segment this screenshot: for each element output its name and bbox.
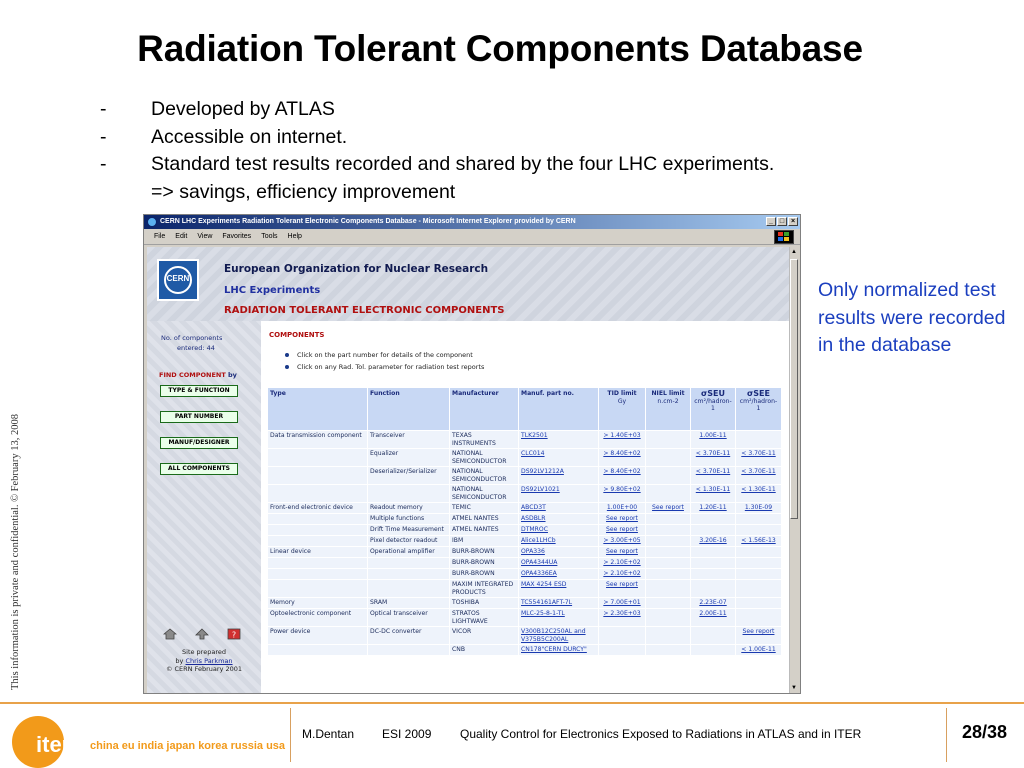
rad-param-link[interactable]: 1.30E-09 (744, 504, 773, 511)
bullet-list (100, 96, 774, 206)
footer-author: M.Dentan (302, 727, 355, 741)
window-controls (766, 217, 798, 226)
cell-function: Optical transceiver (368, 609, 450, 627)
cell-manufacturer: ATMEL NANTES (450, 525, 519, 536)
cell-see (736, 580, 782, 598)
vertical-scrollbar[interactable] (789, 247, 798, 693)
cell-manufacturer: TEXAS INSTRUMENTS (450, 431, 519, 449)
part-number-link[interactable]: OPA336 (521, 548, 545, 555)
col-header-part: Manuf. part no. (519, 388, 599, 431)
cell-type (268, 558, 368, 569)
cell-tid (599, 598, 646, 609)
cell-type (268, 449, 368, 467)
cell-seu (691, 569, 736, 580)
rad-param-link[interactable]: > 3.00E+05 (603, 537, 641, 544)
col-header-see: σSEE cm²/hadron-1 (736, 388, 782, 431)
minimize-button[interactable]: _ (766, 217, 776, 226)
cell-tid (599, 525, 646, 536)
component-count (161, 333, 222, 353)
bullet-item (100, 124, 774, 152)
table-row (268, 536, 782, 547)
rad-param-link[interactable]: > 2.10E+02 (603, 570, 641, 577)
cell-see (736, 536, 782, 547)
cell-part-number (519, 609, 599, 627)
count-value: entered: 44 (177, 344, 215, 352)
menu-file[interactable]: File (154, 233, 166, 240)
bullet-dash: - (100, 153, 107, 175)
part-number-link[interactable]: TC554161AFT-7L (521, 599, 573, 606)
hint-item: Click on the part number for details of the component (285, 349, 484, 361)
cell-function: Operational amplifier (368, 547, 450, 558)
col-header-seu: σSEU cm²/hadron-1 (691, 388, 736, 431)
cell-tid (599, 627, 646, 645)
cell-see (736, 627, 782, 645)
maximize-button[interactable]: □ (777, 217, 787, 226)
rad-param-link[interactable]: < 3.70E-11 (695, 468, 731, 475)
cell-part-number (519, 627, 599, 645)
rad-param-link[interactable]: 3.20E-16 (699, 537, 727, 544)
all-components-button[interactable]: ALL COMPONENTS (160, 463, 238, 475)
cell-part-number (519, 449, 599, 467)
rad-param-link[interactable]: 1.20E-11 (699, 504, 727, 511)
cell-type (268, 536, 368, 547)
section-title: RADIATION TOLERANT ELECTRONIC COMPONENTS (224, 305, 505, 316)
rad-param-link[interactable]: > 7.00E+01 (603, 599, 641, 606)
part-number-link[interactable]: DTMROC (521, 526, 548, 533)
rad-param-link[interactable]: See report (652, 504, 684, 511)
cell-tid (599, 547, 646, 558)
rad-param-link[interactable]: 2.23E-07 (699, 599, 727, 606)
cell-type: Data transmission component (268, 431, 368, 449)
author-link[interactable]: Chris Parkman (185, 656, 233, 665)
rad-param-link[interactable]: > 2.30E+03 (603, 610, 641, 617)
svg-text:?: ? (231, 630, 237, 640)
rad-param-link[interactable]: > 8.40E+02 (603, 468, 641, 475)
cell-see (736, 514, 782, 525)
cell-part-number (519, 525, 599, 536)
cell-part-number (519, 558, 599, 569)
cell-function: DC-DC converter (368, 627, 450, 645)
cell-manufacturer: MAXIM INTEGRATED PRODUCTS (450, 580, 519, 598)
iter-logo-word: iter (36, 732, 71, 757)
components-heading: COMPONENTS (269, 331, 325, 339)
cell-niel (646, 609, 691, 627)
cell-function: Deserializer/Serializer (368, 467, 450, 485)
cern-logo-text: CERN (166, 274, 190, 283)
scroll-up-icon[interactable]: ▲ (791, 249, 797, 255)
cell-see (736, 485, 782, 503)
bullet-continuation: => savings, efficiency improvement (151, 180, 456, 203)
cell-part-number (519, 503, 599, 514)
cell-type (268, 580, 368, 598)
cell-niel (646, 598, 691, 609)
cell-niel (646, 536, 691, 547)
cell-function: Transceiver (368, 431, 450, 449)
cell-part-number (519, 645, 599, 656)
cell-tid (599, 431, 646, 449)
left-nav (147, 321, 261, 693)
col-header-niel: NIEL limit n.cm-2 (646, 388, 691, 431)
rad-param-link[interactable]: See report (606, 548, 638, 555)
part-number-link[interactable]: OPA4336EA (521, 570, 557, 577)
table-row (268, 467, 782, 485)
part-number-link[interactable]: CN178"CERN DURCY" (521, 646, 587, 653)
col-header-type: Type (268, 388, 368, 431)
cell-function: Readout memory (368, 503, 450, 514)
cell-type (268, 514, 368, 525)
col-header-manufacturer: Manufacturer (450, 388, 519, 431)
prepared-line: Site prepared (182, 648, 226, 656)
cell-type (268, 485, 368, 503)
cell-niel (646, 645, 691, 656)
find-component-label: FIND COMPONENT by (159, 371, 237, 379)
cell-part-number (519, 547, 599, 558)
table-row (268, 503, 782, 514)
main-panel (263, 321, 785, 693)
cell-manufacturer: TEMIC (450, 503, 519, 514)
rad-param-link[interactable]: 2.00E-11 (699, 610, 727, 617)
cell-see (736, 558, 782, 569)
cell-manufacturer: TOSHIBA (450, 598, 519, 609)
hint-list (285, 349, 484, 373)
bullet-text: Accessible on internet. (151, 125, 348, 148)
table-row (268, 569, 782, 580)
cell-type: Power device (268, 627, 368, 645)
side-note: Only normalized test results were recorded in the database (818, 279, 1006, 356)
cell-seu (691, 580, 736, 598)
cell-tid (599, 645, 646, 656)
rad-param-link[interactable]: See report (606, 526, 638, 533)
menu-view[interactable]: View (197, 233, 213, 240)
cell-see (736, 431, 782, 449)
cell-tid (599, 514, 646, 525)
part-number-link[interactable]: MAX 4254 ESD (521, 581, 567, 588)
rad-param-link[interactable]: < 1.30E-11 (741, 486, 776, 493)
cell-seu (691, 431, 736, 449)
cell-type: Memory (268, 598, 368, 609)
rad-param-link[interactable]: See report (742, 628, 775, 635)
cell-manufacturer: NATIONAL SEMICONDUCTOR (450, 449, 519, 467)
cell-manufacturer: IBM (450, 536, 519, 547)
copyright: © CERN February 2001 (165, 665, 243, 673)
cell-part-number (519, 569, 599, 580)
footer-separator (290, 708, 291, 762)
cell-manufacturer: VICOR (450, 627, 519, 645)
cell-seu (691, 609, 736, 627)
cell-seu (691, 598, 736, 609)
cell-part-number (519, 598, 599, 609)
cell-type (268, 569, 368, 580)
org-name: European Organization for Nuclear Research (224, 263, 489, 275)
cell-function (368, 485, 450, 503)
table-header-row (268, 388, 782, 431)
rad-param-link[interactable]: > 8.40E+02 (603, 450, 641, 457)
cell-niel (646, 627, 691, 645)
col-header-tid: TID limit Gy (599, 388, 646, 431)
menu-bar (144, 229, 800, 245)
cell-part-number (519, 485, 599, 503)
bullet-dash: - (100, 125, 107, 148)
cell-manufacturer: BURR-BROWN (450, 547, 519, 558)
page-subtitle: LHC Experiments (224, 285, 321, 296)
close-button[interactable]: × (788, 217, 798, 226)
rad-param-link[interactable]: > 1.40E+03 (603, 432, 641, 439)
cell-see (736, 645, 782, 656)
site-credits (147, 648, 261, 674)
rad-param-link[interactable]: < 1.30E-11 (695, 486, 731, 493)
rad-param-link[interactable]: < 1.00E-11 (741, 646, 776, 653)
cell-manufacturer: BURR-BROWN (450, 558, 519, 569)
col-header-function: Function (368, 388, 450, 431)
table-row (268, 525, 782, 536)
rad-param-link[interactable]: < 3.70E-11 (741, 468, 776, 475)
cell-manufacturer: NATIONAL SEMICONDUCTOR (450, 485, 519, 503)
cell-tid (599, 558, 646, 569)
part-number-link[interactable]: TLK2501 (521, 432, 548, 439)
cell-type (268, 645, 368, 656)
page-content (147, 247, 791, 693)
cell-tid (599, 569, 646, 580)
cell-seu (691, 514, 736, 525)
cell-niel (646, 467, 691, 485)
table-row (268, 645, 782, 656)
rad-param-link[interactable]: 1.00E-11 (699, 432, 727, 439)
cell-function: Multiple functions (368, 514, 450, 525)
cell-niel (646, 485, 691, 503)
cell-seu (691, 558, 736, 569)
cell-see (736, 467, 782, 485)
cell-seu (691, 485, 736, 503)
cell-manufacturer: CNB (450, 645, 519, 656)
confidentiality-note: This information is private and confidential. © February 13, 2008 (10, 414, 21, 690)
cell-seu (691, 547, 736, 558)
scroll-thumb[interactable] (790, 259, 798, 519)
cell-tid (599, 485, 646, 503)
rad-param-link[interactable]: > 2.10E+02 (603, 559, 641, 566)
table-body (268, 431, 782, 656)
cell-type (268, 467, 368, 485)
cell-function: SRAM (368, 598, 450, 609)
cell-seu (691, 627, 736, 645)
bullet-item (100, 151, 774, 179)
cell-niel (646, 503, 691, 514)
nav-icons (163, 625, 241, 640)
cell-see (736, 449, 782, 467)
cell-part-number (519, 467, 599, 485)
part-number-link[interactable]: V300B12C250AL and V375B5C200AL (521, 628, 586, 643)
slide-title: Radiation Tolerant Components Database (137, 28, 863, 69)
bullet-text: Developed by ATLAS (151, 98, 335, 120)
table-row (268, 598, 782, 609)
prepared-by-line: by Chris Parkman (175, 656, 233, 665)
hint-item: Click on any Rad. Tol. parameter for radiation test reports (285, 361, 484, 373)
browser-titlebar (144, 215, 800, 229)
cell-niel (646, 514, 691, 525)
footer-event: ESI 2009 (382, 727, 432, 741)
count-label: No. of components (161, 334, 223, 342)
cell-type: Front-end electronic device (268, 503, 368, 514)
cell-function (368, 580, 450, 598)
cell-part-number (519, 431, 599, 449)
rad-param-link[interactable]: < 3.70E-11 (741, 450, 776, 457)
components-table (267, 387, 782, 656)
cell-part-number (519, 580, 599, 598)
home-icon[interactable] (163, 625, 177, 637)
table-row (268, 558, 782, 569)
cell-see (736, 569, 782, 580)
menu-edit[interactable]: Edit (175, 233, 188, 240)
help-icon[interactable] (227, 625, 241, 640)
manuf-designer-button[interactable]: MANUF/DESIGNER (160, 437, 238, 449)
scroll-down-icon[interactable]: ▼ (791, 685, 797, 691)
cell-manufacturer: BURR-BROWN (450, 569, 519, 580)
bullet-dot-icon (285, 353, 289, 357)
menu-tools[interactable]: Tools (261, 233, 278, 240)
cell-type: Optoelectronic component (268, 609, 368, 627)
rad-param-link[interactable]: 1.00E+00 (606, 504, 638, 511)
cell-tid (599, 467, 646, 485)
menu-help[interactable]: Help (287, 233, 302, 240)
cell-seu (691, 525, 736, 536)
type-function-button[interactable]: TYPE & FUNCTION (160, 385, 238, 397)
rad-param-link[interactable]: See report (606, 515, 638, 522)
cell-see (736, 598, 782, 609)
menu-favorites[interactable]: Favorites (222, 233, 252, 240)
ie-icon (147, 217, 157, 227)
cell-seu (691, 449, 736, 467)
part-number-link[interactable]: OPA4344UA (521, 559, 558, 566)
cell-type (268, 525, 368, 536)
cell-niel (646, 525, 691, 536)
cell-manufacturer: STRATOS LIGHTWAVE (450, 609, 519, 627)
cell-see (736, 525, 782, 536)
bullet-text: Standard test results recorded and shared by the four LHC experiments. (151, 153, 775, 175)
browser-window (143, 214, 801, 694)
table-row (268, 514, 782, 525)
cell-tid (599, 609, 646, 627)
page-number: 28/38 (962, 722, 1008, 742)
cell-niel (646, 449, 691, 467)
cell-function (368, 558, 450, 569)
cell-niel (646, 558, 691, 569)
cell-tid (599, 449, 646, 467)
cell-niel (646, 431, 691, 449)
part-number-link[interactable]: Alice1LHCb (521, 537, 556, 544)
up-arrow-icon[interactable] (195, 625, 209, 637)
cell-niel (646, 580, 691, 598)
table-row (268, 609, 782, 627)
part-number-button[interactable]: PART NUMBER (160, 411, 238, 423)
part-number-link[interactable]: CLC014 (521, 450, 545, 457)
rad-param-link[interactable]: < 1.56E-13 (741, 537, 776, 544)
cell-see (736, 609, 782, 627)
cell-function (368, 569, 450, 580)
cell-seu (691, 503, 736, 514)
cell-seu (691, 536, 736, 547)
cern-logo (157, 259, 199, 301)
table-row (268, 485, 782, 503)
cell-part-number (519, 536, 599, 547)
cell-type: Linear device (268, 547, 368, 558)
cell-tid (599, 580, 646, 598)
cell-see (736, 503, 782, 514)
bullet-dot-icon (285, 365, 289, 369)
rad-param-link[interactable]: > 9.80E+02 (603, 486, 641, 493)
cell-tid (599, 503, 646, 514)
cell-function (368, 645, 450, 656)
table-row (268, 449, 782, 467)
bullet-dash: - (100, 98, 107, 120)
partner-countries: china eu india japan korea russia usa (90, 740, 286, 752)
rad-param-link[interactable]: < 3.70E-11 (695, 450, 731, 457)
table-row (268, 431, 782, 449)
table-row (268, 547, 782, 558)
cell-manufacturer: ATMEL NANTES (450, 514, 519, 525)
cell-function: Drift Time Measurement (368, 525, 450, 536)
table-row (268, 627, 782, 645)
part-number-link[interactable]: MLC-25-8-1-TL (521, 610, 565, 617)
footer-talk-title: Quality Control for Electronics Exposed to Radiations in ATLAS and in ITER (460, 727, 862, 741)
page-header (147, 247, 791, 321)
footer-divider (0, 702, 1024, 704)
cell-manufacturer: NATIONAL SEMICONDUCTOR (450, 467, 519, 485)
rad-param-link[interactable]: See report (606, 581, 638, 588)
part-number-link[interactable]: ASDBLR (521, 515, 546, 522)
cell-niel (646, 547, 691, 558)
iter-logo (12, 708, 84, 764)
windows-logo-icon (774, 230, 794, 244)
part-number-link[interactable]: ABCD3T (521, 504, 546, 511)
table-row (268, 580, 782, 598)
cell-part-number (519, 514, 599, 525)
cell-tid (599, 536, 646, 547)
footer-separator (946, 708, 947, 762)
bullet-item (100, 96, 774, 124)
part-number-link[interactable]: DS92LV1212A (521, 468, 564, 475)
cell-seu (691, 467, 736, 485)
cell-seu (691, 645, 736, 656)
cell-function: Pixel detector readout (368, 536, 450, 547)
part-number-link[interactable]: DS92LV1021 (521, 486, 560, 493)
cell-function: Equalizer (368, 449, 450, 467)
browser-title: CERN LHC Experiments Radiation Tolerant Electronic Components Database - Microsoft Internet Explorer provided by CERN (160, 218, 576, 225)
cell-see (736, 547, 782, 558)
cell-niel (646, 569, 691, 580)
